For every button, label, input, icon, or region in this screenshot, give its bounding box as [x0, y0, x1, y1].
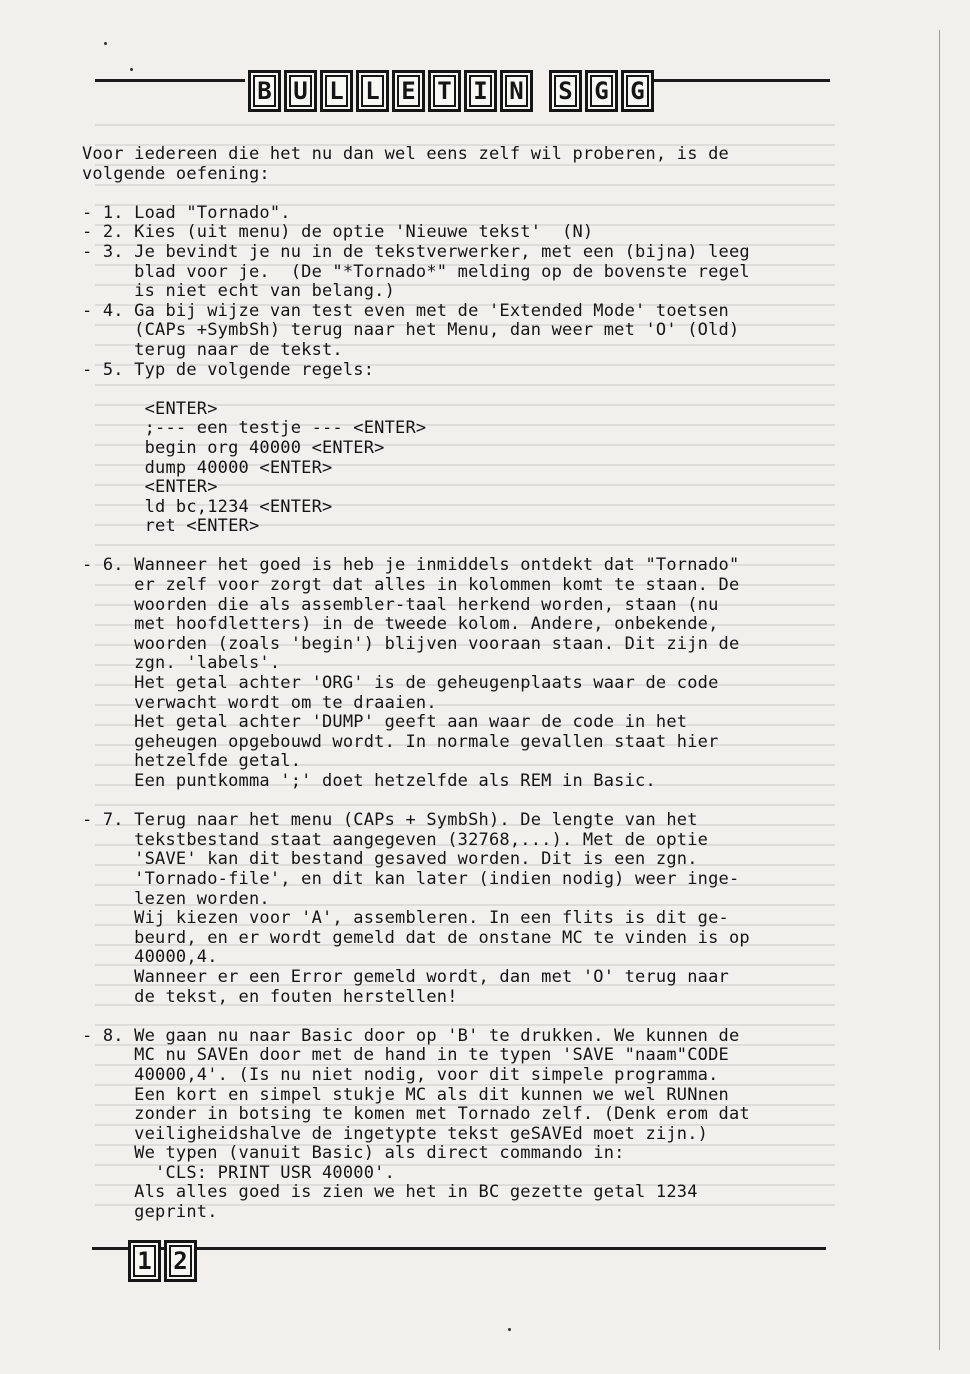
text-line: 40000,4'. (Is nu niet nodig, voor dit simpele programma. — [82, 1064, 719, 1085]
text-line: - 4. Ga bij wijze van test even met de 'Extended Mode' toetsen — [82, 300, 729, 321]
text-line: We typen (vanuit Basic) als direct commando in: — [82, 1143, 625, 1164]
header-rule-right — [632, 79, 830, 82]
page-digit: 2 — [164, 1240, 197, 1282]
blank-line — [82, 380, 842, 400]
text-line: verwacht wordt om te draaien. — [82, 692, 437, 713]
blank-line — [82, 1007, 842, 1027]
text-line: de tekst, en fouten herstellen! — [82, 986, 458, 1007]
text-line: terug naar de tekst. — [82, 339, 343, 360]
text-line: beurd, en er wordt gemeld dat de onstane MC te vinden is op — [82, 927, 750, 948]
title-letter: N — [500, 70, 533, 112]
blank-line — [82, 184, 842, 204]
text-line: ;--- een testje --- <ENTER> — [82, 418, 427, 439]
title-letter: T — [428, 70, 461, 112]
page-number — [128, 1240, 197, 1282]
text-line: Wanneer er een Error gemeld wordt, dan met 'O' terug naar — [82, 966, 729, 987]
title-letter: L — [356, 70, 389, 112]
text-line: Een kort en simpel stukje MC als dit kunnen we wel RUNnen — [82, 1084, 729, 1105]
text-line: - 8. We gaan nu naar Basic door op 'B' te drukken. We kunnen de — [82, 1025, 740, 1046]
text-line: zonder in botsing te komen met Tornado zelf. (Denk erom dat — [82, 1104, 750, 1125]
speck — [104, 42, 107, 45]
text-line: MC nu SAVEn door met de hand in te typen 'SAVE "naam"CODE — [82, 1045, 729, 1066]
title-letter: I — [464, 70, 497, 112]
text-line: woorden die als assembler-taal herkend worden, staan (nu — [82, 594, 719, 615]
text-line: 'CLS: PRINT USR 40000'. — [82, 1162, 396, 1183]
text-line: ld bc,1234 <ENTER> — [82, 496, 333, 517]
text-line: - 7. Terug naar het menu (CAPs + SymbSh). De lengte van het — [82, 810, 698, 831]
text-line: - 1. Load "Tornado". — [82, 202, 291, 223]
title-letter: L — [320, 70, 353, 112]
text-line: Het getal achter 'DUMP' geeft aan waar de code in het — [82, 712, 688, 733]
footer-rule — [92, 1247, 826, 1250]
text-line: er zelf voor zorgt dat alles in kolommen komt te staan. De — [82, 575, 740, 596]
text-line: Als alles goed is zien we het in BC gezette getal 1234 — [82, 1182, 698, 1203]
text-line: dump 40000 <ENTER> — [82, 457, 333, 478]
text-line: woorden (zoals 'begin') blijven vooraan staan. Dit zijn de — [82, 633, 740, 654]
text-line: - 2. Kies (uit menu) de optie 'Nieuwe tekst' (N) — [82, 222, 594, 243]
title-letter: B — [248, 70, 281, 112]
text-line: <ENTER> — [82, 398, 218, 419]
text-line: 40000,4. — [82, 947, 218, 968]
text-line: Wij kiezen voor 'A', assembleren. In een flits is dit ge- — [82, 908, 729, 929]
text-line: 'Tornado-file', en dit kan later (indien nodig) weer inge- — [82, 868, 740, 889]
text-line: tekstbestand staat aangegeven (32768,...). Met de optie — [82, 829, 709, 850]
text-line: ret <ENTER> — [82, 516, 260, 537]
text-line: is niet echt van belang.) — [82, 281, 396, 302]
text-line: Voor iedereen die het nu dan wel eens zelf wil proberen, is de — [82, 144, 729, 164]
speck — [508, 1328, 511, 1331]
page-edge — [939, 30, 940, 1350]
blank-line — [82, 537, 842, 557]
text-line: 'SAVE' kan dit bestand gesaved worden. Dit is een zgn. — [82, 849, 698, 870]
text-line: hetzelfde getal. — [82, 751, 302, 772]
text-line: veiligheidshalve de ingetypte tekst geSAVEd moet zijn.) — [82, 1123, 709, 1144]
text-line: Het getal achter 'ORG' is de geheugenplaats waar de code — [82, 673, 719, 694]
text-line: - 3. Je bevindt je nu in de tekstverwerker, met een (bijna) leeg — [82, 241, 750, 262]
text-line: (CAPs +SymbSh) terug naar het Menu, dan weer met 'O' (Old) — [82, 320, 740, 341]
text-line: geheugen opgebouwd wordt. In normale gevallen staat hier — [82, 731, 719, 752]
page-digit: 1 — [128, 1240, 161, 1282]
article-body — [82, 145, 842, 1223]
text-line: geprint. — [82, 1202, 218, 1223]
text-line: <ENTER> — [82, 477, 218, 498]
text-line: blad voor je. (De "*Tornado*" melding op de bovenste regel — [82, 261, 750, 282]
speck — [130, 68, 133, 71]
title-letter: S — [549, 70, 582, 112]
text-line: Een puntkomma ';' doet hetzelfde als REM in Basic. — [82, 771, 656, 791]
text-line: - 5. Typ de volgende regels: — [82, 359, 375, 380]
title-letter: U — [284, 70, 317, 112]
title-letter: E — [392, 70, 425, 112]
text-line: lezen worden. — [82, 888, 270, 909]
title-letter: G — [585, 70, 618, 112]
text-line: zgn. 'labels'. — [82, 653, 281, 674]
text-line: met hoofdletters) in de tweede kolom. Andere, onbekende, — [82, 614, 719, 635]
text-line: begin org 40000 <ENTER> — [82, 437, 385, 458]
header-rule-left — [95, 79, 245, 82]
text-line: - 6. Wanneer het goed is heb je inmiddels ontdekt dat "Tornado" — [82, 555, 740, 576]
title-letter: G — [621, 70, 654, 112]
blank-line — [82, 792, 842, 812]
text-line: volgende oefening: — [82, 163, 270, 184]
bulletin-title — [248, 70, 654, 112]
